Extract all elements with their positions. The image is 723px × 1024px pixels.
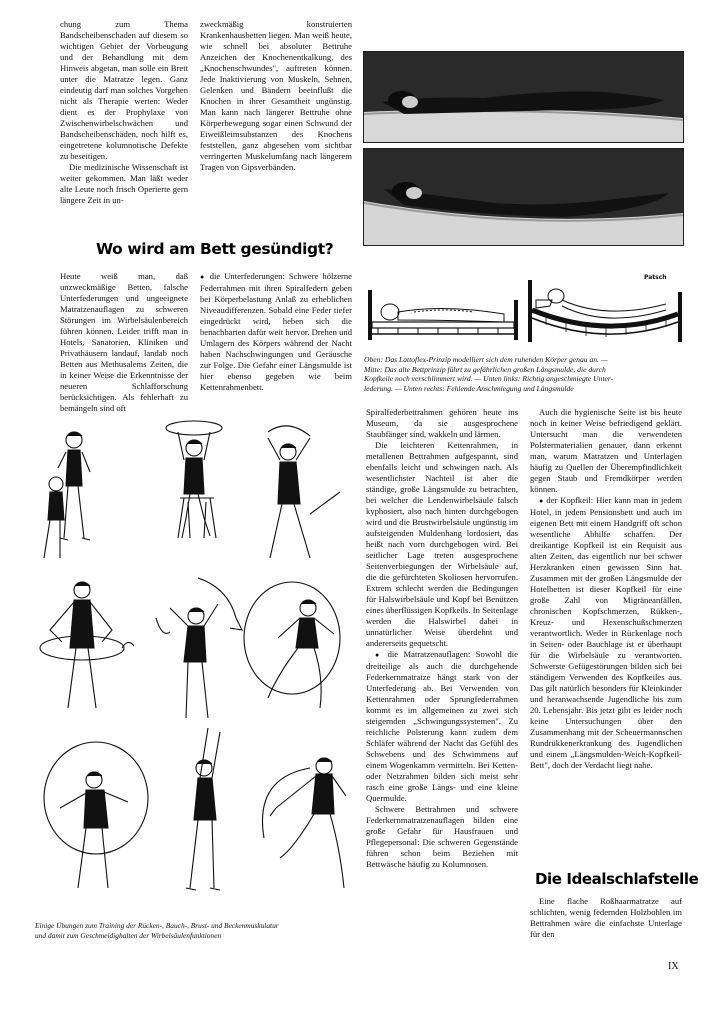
paragraph: zweckmäßig konstruierten Krankenhausbetten liegen. Man weiß heute, wie schnell bei absoluter Bettruhe Anzeichen der Knochenentkalkung, des „Knochenschwundes", auftreten können. Jede Inaktivierung von Muskeln, Sehnen, Gelenken und Bändern beeinflußt die Knochen in ihrer Gesamtheit ungünstig. Man kann nach längerer Bettruhe ohne Körperbewegung sogar einen Schwund der Eiweißleimsubstanzen des Knochens feststellen, ganz abgesehen vom sichtbar verringerten Muskelumfang nach längerem Tragen von Gipsverbänden. [200,19,352,172]
article-column-3 [366,407,518,870]
paragraph: Die leichteren Kettenrahmen, in metallenen Bettrahmen aufgespannt, sind ebenfalls leicht und schwingen nach. Als wesentlichster Nachteil ist aber die ständige, große Längsmulde zu betrachten, bei welcher die Lendenwirbelsäule falsch kyphosiert, also nach hinten durchgebogen wird und die Brustwirbelsäule ungünstig im aufsteigenden Muldenhang lordosiert, das heißt nach vorn durchgebogen wird. Bei seitlicher Lage treten ausgesprochene Seitenverbiegungen der Wirbelsäule auf, die die gefürchteten Skoliosen hervorrufen. Extrem schlecht werden die Bedingungen für Halswirbelsäule und Kopf bei Benützen eines überflüssigen Kopfkeils. In Seitenlage werden die Halswirbel dabei in unnatürlicher Weise überdehnt und andererseits gequetscht. [366,440,518,648]
diagram-label: Patsch [644,274,667,281]
caption-line: Einige Übungen zum Training der Rücken-, Bauch-, Brust- und Beckenmuskulatur [35,921,279,930]
page-number: IX [668,961,679,972]
exercise-figure [186,728,220,890]
section-heading-bed-sins: Wo wird am Bett gesündigt? [96,240,334,258]
diagram-bed-correct [364,278,524,350]
bullet-paragraph: ● die Unterfederungen: Schwere hölzerne Federrahmen mit ihren Spiralfedern geben bei Körperbelastung Anlaß zu erheblichen Niveaudifferenzen. Sobald eine Feder tiefer eingedrückt wird, heben sich die benachbarten dafür weit hervor. Drehen und Umlagern des Körpers während der Nacht haben Nachschwingungen und Geräusche zur Folge. Die Gefahr einer Längsmulde ist hier ebenso gegeben wie beim Kettenrahmenbett. [200,271,352,393]
caption-line: und damit zum Geschmeidighalten der Wirbelsäulenfunktionen [35,930,222,940]
photo-lattoflex-body [363,51,684,143]
paragraph: chung zum Thema Bandscheibenschaden auf diesem so wichtigen Gebiet der Vorbeugung und der Behandlung mit dem Hinweis abgetan, man solle ein Brett unter die Matratze legen. Ganz eindeutig darf man solches Vorgehen nicht als Therapie werten: Weder dient es der Prophylaxe von Zwischenwirbelschwächen und Bandscheibenschäden, noch hilft es, eingetretene kolumnotische Defekte zu beseitigen. [60,19,188,161]
caption-line: lederung. — Unten rechts: Fehlende Anschmiegung und Längsmulde [364,383,574,393]
paragraph: Spiralfederbettrahmen gehören heute ins Museum, da sie ausgesprochene Staubfänger sind, wakkeln und lärmen. [366,407,518,439]
article-column-1-mid [60,271,188,414]
article-column-4 [530,407,682,771]
exercise-figure [268,426,340,558]
diagram-bed-sagging [526,270,686,350]
photo-caption [364,355,689,393]
bullet-paragraph: ● der Kopfkeil: Hier kann man in jedem Hotel, in jedem Pensionsbett und auch im eigenen Bett mit einem Handgriff oft schon wesentliche Abhilfe schaffen. Der dreikantige Kopfkeil ist ein Requisit aus alten Zeiten, das eigentlich nur bei schwer Herzkranken einen gewissen Sinn hat. Zusammen mit der großen Längsmulde der Hotelbetten ist dieser Kopfkeil für eine große Zahl von Migräneanfällen, chronischen Kopfschmerzen, Rükken-, Kreuz- und Hexenschußschmerzen verantwortlich. Weder in Rückenlage noch in Seiten- oder Bauchlage ist er überhaupt für die Wirbelsäule zu verantworten. Schwerste Gefügestörungen bilden sich bei ständigem Verwenden des Kopfkeiles aus. Das gilt natürlich besonders für Kleinkinder und heranwachsende Jugendliche bis zum 20. Lebensjahr. Bis jetzt gibt es leider noch keine Untersuchungen über den Zusammenhang mit der Scheuermannschen Rundrükkenerkrankung des Jugendlichen und einem „Längsmulden-Weich-Kopfkeil-Bett", doch der Verdacht liegt nahe. [530,495,682,771]
exercise-figure [166,421,222,538]
caption-line: Kopfkeile noch verschlimmert wird. — Unten links: Richtig angeschmiegte Unter- [364,374,614,384]
exercise-figure [156,578,242,718]
article-column-4-end [530,896,682,940]
exercise-figure [44,432,90,558]
paragraph: Die medizinische Wissenschaft ist weiter gekommen. Man läßt weder alte Leute noch frisch Operierte gern längere Zeit in un- [60,162,188,205]
caption-line: Oben: Das Lattoflex-Prinzip modelliert sich dem ruhenden Körper genau an. — [364,355,608,364]
paragraph: Schwere Bettrahmen und schwere Federkernmatratzenauflagen bilden eine große Gefahr für Hausfrauen und Pflegepersonal: Die schweren Gegenstände führen schon beim Beziehen mit Bettwäsche häufig zu Kolumnosen. [366,804,518,869]
article-column-1-top [60,19,188,206]
paragraph: Eine flache Roßhaarmatratze auf schlichten, wenig federnden Holzbohlen im Bettrahmen wäre die einfachste Unterlage für den [530,896,682,939]
exercises-caption [35,921,365,940]
exercise-figure [244,582,340,708]
photo-old-bed-body [363,148,684,246]
exercise-figure [262,758,346,888]
exercise-illustrations [28,408,358,918]
caption-line: Mitte: Das alte Bettprinzip führt zu gefährlichen großen Längsmulde, die durch [364,364,606,374]
paragraph: Auch die hygienische Seite ist bis heute noch in keiner Weise befriedigend geklärt. Untersucht man die verwendeten Polstermaterialien genauer, dann erkennt man, warum Matratzen und Unterlagen häufig zu Quellen der Überempfindlichkeit gegen Staub und Fremdkörper werden können. [530,407,682,494]
exercise-figure [40,582,134,708]
article-column-2-top [200,19,352,173]
exercise-figure [44,742,148,888]
section-heading-ideal-sleep: Die Idealschlafstelle [535,870,699,888]
bullet-paragraph: ● die Matratzenauflagen: Sowohl die dreiteilige als auch die durchgehende Federkernmatratze hängt stark von der Unterfederung ab. Bei Verwenden von Kettenrahmen oder Sprungfederrahmen kommt es im allgemeinen zu zwei sich steigernden „Schwingungssystemen". Zu reichliche Polsterung kann zudem dem Schläfer während der Nacht das Gefühl des Schwebens und des Schwimmens auf einem Wogenkamm vermitteln. Bei Ketten- oder Netzrahmen bilden sich meist sehr rasch eine große Längs- und eine kleine Quermulde. [366,649,518,804]
article-column-2-mid [200,271,352,393]
paragraph: Heute weiß man, daß unzweckmäßige Betten, falsche Unterfederungen und ungeeignete Matratzenauflagen zu schweren Störungen im Wirbelsäulenbereich führen können. Leider trifft man in Hotels, Sanatorien, Kliniken und Privathäusern landauf, landab noch Betten aus Methusalems Zeiten, die in keiner Weise die Erkenntnisse der neueren Schlafforschung berücksichtigen. Als fehlerhaft zu bemängeln sind oft [60,271,188,413]
